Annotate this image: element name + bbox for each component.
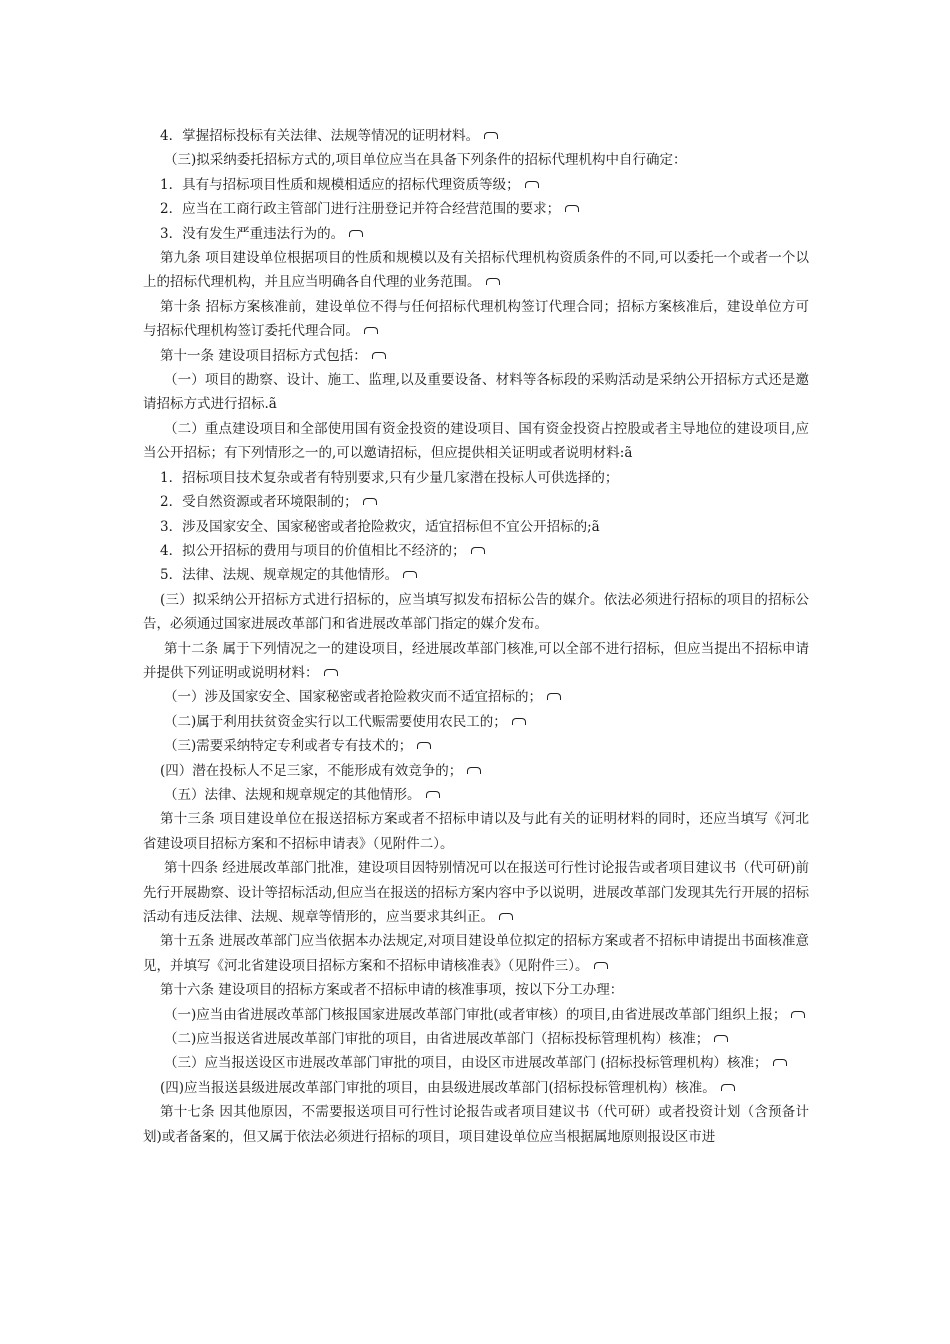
paragraph: （一）项目的勘察、设计、施工、监理,以及重要设备、材料等各标段的采购活动是采纳公开招标方式还是邀请招标方式进行招标.ã xyxy=(143,372,809,413)
paragraph-return-mark-icon xyxy=(363,498,377,505)
paragraph-return-mark-icon xyxy=(426,791,440,798)
paragraph-return-mark-icon xyxy=(594,962,608,969)
paragraph-return-mark-icon xyxy=(525,181,539,188)
paragraph: （二）重点建设项目和全部使用国有资金投资的建设项目、国有资金投资占控股或者主导地位的建设项目,应当公开招标；有下列情形之一的,可以邀请招标，但应提供相关证明或者说明材料:ã xyxy=(143,420,809,462)
paragraph: 2．受自然资源或者环境限制的； xyxy=(143,490,809,514)
paragraph-return-mark-icon xyxy=(547,693,561,700)
paragraph-return-mark-icon xyxy=(403,571,417,578)
paragraph-return-mark-icon xyxy=(467,767,481,774)
paragraph-return-mark-icon xyxy=(714,1035,728,1042)
paragraph-return-mark-icon xyxy=(417,742,431,749)
article-12: 第十二条 属于下列情况之一的建设项目，经进展改革部门核准,可以全部不进行招标，但应当提出不招标申请并提供下列证明或说明材料： xyxy=(143,640,809,681)
article-9: 第九条 项目建设单位根据项目的性质和规模以及有关招标代理机构资质条件的不同,可以委托一个或者一个以上的招标代理机构，并且应当明确各自代理的业务范围。 xyxy=(143,250,809,291)
paragraph-return-mark-icon xyxy=(791,1011,805,1018)
article-16: 第十六条 建设项目的招标方案或者不招标申请的核准事项，按以下分工办理： xyxy=(160,982,624,999)
paragraph: （三)需要采纳特定专利或者专有技术的； xyxy=(143,734,809,758)
paragraph-return-mark-icon xyxy=(499,913,513,920)
article-17: 第十七条 因其他原因，不需要报送项目可行性讨论报告或者项目建议书（代可研）或者投资计划（含预备计划)或者备案的，但又属于依法必须进行招标的项目，项目建设单位应当根据属地原则报设区市进 xyxy=(143,1104,809,1145)
paragraph: 3．没有发生严重违法行为的。 xyxy=(143,222,809,246)
paragraph-return-mark-icon xyxy=(486,278,500,285)
paragraph: （二)应当报送省进展改革部门审批的项目，由省进展改革部门（招标投标管理机构）核准； xyxy=(143,1027,809,1051)
paragraph: （二)属于利用扶贫资金实行以工代赈需要使用农民工的； xyxy=(143,710,809,734)
paragraph-return-mark-icon xyxy=(471,547,485,554)
paragraph: 2．应当在工商行政主管部门进行注册登记并符合经营范围的要求； xyxy=(143,197,809,221)
article-13: 第十三条 项目建设单位在报送招标方案或者不招标申请以及与此有关的证明材料的同时，还应当填写《河北省建设项目招标方案和不招标申请表》（见附件二）。 xyxy=(143,811,809,852)
paragraph: （三)拟采纳委托招标方式的,项目单位应当在具备下列条件的招标代理机构中自行确定： xyxy=(164,152,687,169)
article-11: 第十一条 建设项目招标方式包括： xyxy=(143,344,809,368)
paragraph: 5．法律、法规、规章规定的其他情形。 xyxy=(143,563,809,587)
article-10: 第十条 招标方案核准前，建设单位不得与任何招标代理机构签订代理合同；招标方案核准后，建设单位方可与招标代理机构签订委托代理合同。 xyxy=(143,298,809,340)
paragraph: （五）法律、法规和规章规定的其他情形。 xyxy=(143,783,809,807)
paragraph: 3．涉及国家安全、国家秘密或者抢险救灾，适宜招标但不宜公开招标的;ã xyxy=(160,518,600,535)
paragraph-return-mark-icon xyxy=(565,205,579,212)
paragraph-return-mark-icon xyxy=(324,669,338,676)
paragraph: 1．具有与招标项目性质和规模相适应的招标代理资质等级； xyxy=(143,173,809,197)
paragraph-return-mark-icon xyxy=(372,352,386,359)
paragraph: (四）潜在投标人不足三家，不能形成有效竞争的； xyxy=(143,759,809,783)
paragraph-return-mark-icon xyxy=(721,1084,735,1091)
article-15: 第十五条 进展改革部门应当依据本办法规定,对项目建设单位拟定的招标方案或者不招标申请提出书面核准意见，并填写《河北省建设项目招标方案和不招标申请核准表》（见附件三）。 xyxy=(143,933,809,974)
paragraph-return-mark-icon xyxy=(364,327,378,334)
paragraph: (四)应当报送县级进展改革部门审批的项目，由县级进展改革部门(招标投标管理机构）核准。 xyxy=(143,1076,809,1100)
paragraph: （一)应当由省进展改革部门核报国家进展改革部门审批(或者审核）的项目,由省进展改革部门组织上报； xyxy=(143,1003,809,1027)
paragraph: （三）应当报送设区市进展改革部门审批的项目，由设区市进展改革部门 (招标投标管理机构）核准； xyxy=(143,1051,809,1075)
paragraph: 4．掌握招标投标有关法律、法规等情况的证明材料。 xyxy=(143,124,809,148)
paragraph-return-mark-icon xyxy=(512,718,526,725)
paragraph-return-mark-icon xyxy=(484,132,498,139)
paragraph: （一）涉及国家安全、国家秘密或者抢险救灾而不适宜招标的； xyxy=(143,685,809,709)
document-body xyxy=(143,124,809,1149)
paragraph: (三）拟采纳公开招标方式进行招标的，应当填写拟发布招标公告的媒介。依法必须进行招标的项目的招标公告，必须通过国家进展改革部门和省进展改革部门指定的媒介发布。 xyxy=(143,591,809,633)
paragraph-return-mark-icon xyxy=(349,230,363,237)
paragraph-return-mark-icon xyxy=(773,1059,787,1066)
paragraph: 1．招标项目技术复杂或者有特别要求,只有少量几家潜在投标人可供选择的； xyxy=(160,469,619,486)
paragraph: 4．拟公开招标的费用与项目的价值相比不经济的； xyxy=(143,539,809,563)
article-14: 第十四条 经进展改革部门批准，建设项目因特别情况可以在报送可行性讨论报告或者项目建议书（代可研)前先行开展勘察、设计等招标活动,但应当在报送的招标方案内容中予以说明，进展改革部门发现其先行开展的招标活动有违反法律、法规、规章等情形的，应当要求其纠正。 xyxy=(143,860,809,925)
